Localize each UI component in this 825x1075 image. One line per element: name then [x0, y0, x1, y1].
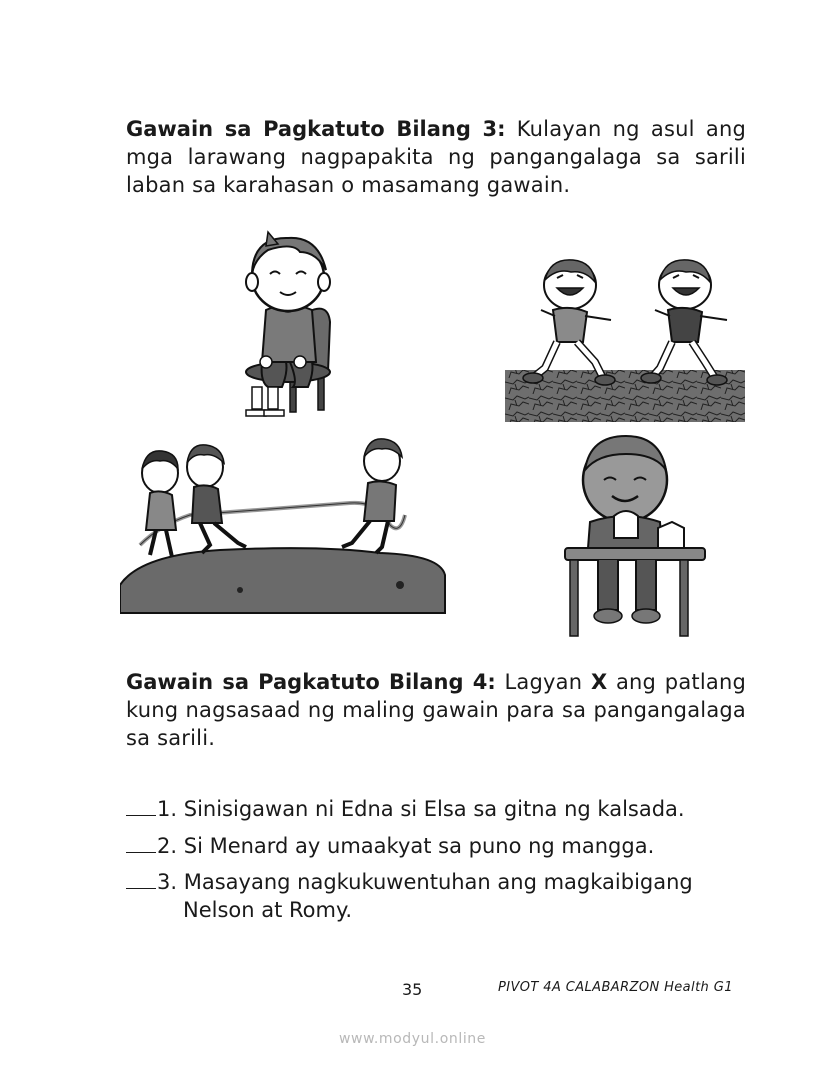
item-text-continuation: Nelson at Romy. — [183, 898, 353, 922]
page-number: 35 — [402, 980, 423, 999]
list-item — [126, 795, 746, 823]
activity-3-paragraph — [126, 115, 746, 199]
answer-blank[interactable] — [126, 834, 156, 853]
list-item — [126, 832, 746, 860]
boys-running-on-cracked-ground-icon — [505, 250, 745, 422]
footer-title: PIVOT 4A CALABARZON Health G1 — [498, 980, 733, 995]
answer-blank[interactable] — [126, 797, 156, 816]
boy-eating-sandwich-at-table-icon — [560, 430, 710, 640]
activity-4-paragraph — [126, 668, 746, 752]
answer-blank[interactable] — [126, 870, 156, 889]
item-number: 3. — [157, 870, 178, 894]
activity-3-instruction: Kulayan ng asul ang mga larawang nagpapakita ng pangangalaga sa sarili laban sa karahasan o masamang gawain. — [126, 117, 746, 197]
activity-4-mark: X — [590, 670, 608, 694]
activity-4-instruction-pre: Lagyan — [504, 670, 583, 694]
watermark: www.modyul.online — [338, 1031, 486, 1047]
item-number: 2. — [157, 834, 178, 858]
activity-3-heading: Gawain sa Pagkatuto Bilang 3: — [126, 117, 506, 141]
item-number: 1. — [157, 797, 178, 821]
item-text: Masayang nagkukuwentuhan ang magkaibigang — [183, 870, 693, 894]
activity-4-instruction-post: ang patlang kung nagsasaad ng maling gawain para sa pangangalaga sa sarili. — [126, 670, 746, 750]
list-item — [126, 868, 746, 924]
children-tug-of-war-icon — [120, 435, 450, 615]
boy-sitting-on-chair-icon — [238, 222, 338, 422]
item-text: Sinisigawan ni Edna si Elsa sa gitna ng kalsada. — [183, 797, 685, 821]
item-text: Si Menard ay umaakyat sa puno ng mangga. — [183, 834, 655, 858]
activity-4-heading: Gawain sa Pagkatuto Bilang 4: — [126, 670, 496, 694]
